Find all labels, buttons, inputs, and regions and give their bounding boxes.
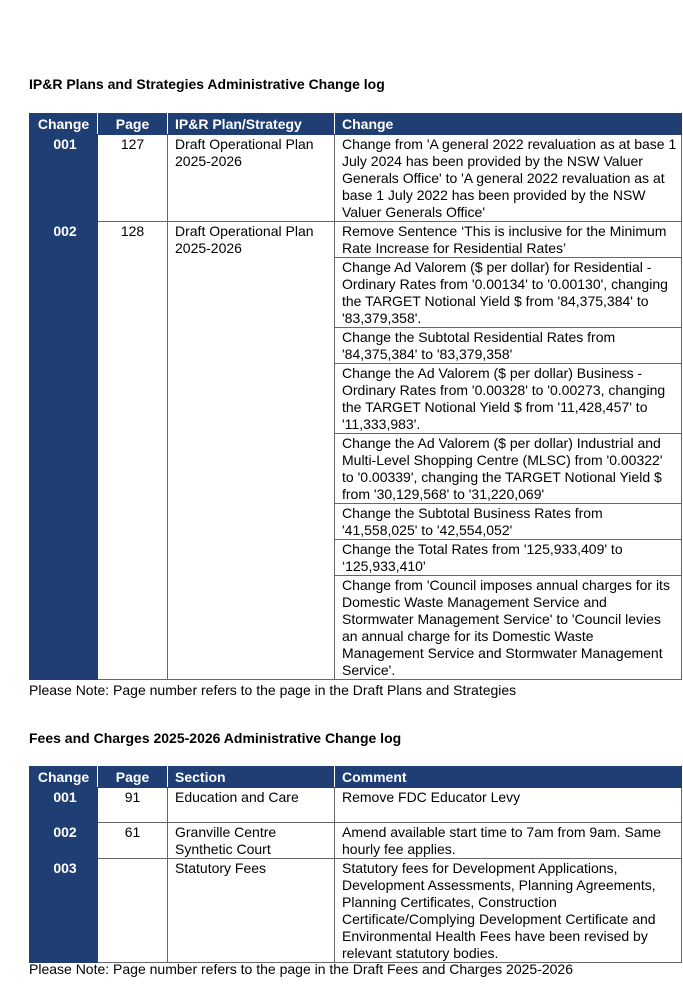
change-id: 002 bbox=[30, 823, 98, 859]
page-number bbox=[98, 859, 168, 963]
comment: Statutory fees for Development Applications, Development Assessments, Planning Agreements, Planning Certificates, Construction Certificate/Complying Development Certificate and Environmental Health Fees have been revised by relevant statutory bodies. bbox=[335, 859, 682, 963]
fees-header-row bbox=[30, 767, 682, 788]
plan-name: Draft Operational Plan 2025-2026 bbox=[168, 135, 335, 222]
page-number: 127 bbox=[98, 135, 168, 222]
change-description: Change the Ad Valorem ($ per dollar) Business - Ordinary Rates from '0.00328' to '0.00273, changing the TARGET Notional Yield $ from '11,428,457' to '11,333,983'. bbox=[335, 364, 682, 434]
change-id: 001 bbox=[30, 788, 98, 823]
table-row bbox=[30, 135, 682, 222]
fees-heading: Fees and Charges 2025-2026 Administrative Change log bbox=[29, 730, 402, 746]
table-row bbox=[30, 788, 682, 823]
change-description: Change from 'A general 2022 revaluation as at base 1 July 2024 has been provided by the NSW Valuer Generals Office' to 'A general 2022 revaluation as at base 1 July 2022 has been provided by the NSW Valuer Generals Office' bbox=[335, 135, 682, 222]
change-description: Change the Ad Valorem ($ per dollar) Industrial and Multi-Level Shopping Centre (MLSC) from '0.00322' to '0.00339', changing the TARGET Notional Yield $ from '30,129,568' to '31,220,069' bbox=[335, 434, 682, 504]
change-id: 001 bbox=[30, 135, 98, 222]
col-plan-strategy: IP&R Plan/Strategy bbox=[168, 114, 335, 135]
section-name: Statutory Fees bbox=[168, 859, 335, 963]
page-number: 91 bbox=[98, 788, 168, 823]
plan-name: Draft Operational Plan 2025-2026 bbox=[168, 222, 335, 680]
col-change: Change bbox=[30, 767, 98, 788]
col-page: Page bbox=[98, 114, 168, 135]
change-id: 003 bbox=[30, 859, 98, 963]
section-name: Education and Care bbox=[168, 788, 335, 823]
ipr-page-note: Please Note: Page number refers to the page in the Draft Plans and Strategies bbox=[29, 682, 517, 698]
comment: Remove FDC Educator Levy bbox=[335, 788, 682, 823]
ipr-change-table bbox=[29, 113, 682, 680]
table-row bbox=[30, 823, 682, 859]
fees-page-note: Please Note: Page number refers to the page in the Draft Fees and Charges 2025-2026 bbox=[29, 961, 574, 977]
change-description: Change the Subtotal Residential Rates from '84,375,384' to '83,379,358' bbox=[335, 328, 682, 364]
col-page: Page bbox=[98, 767, 168, 788]
change-description: Change the Subtotal Business Rates from '41,558,025' to '42,554,052' bbox=[335, 504, 682, 540]
change-description: Change Ad Valorem ($ per dollar) for Residential - Ordinary Rates from '0.00134' to '0.00130', changing the TARGET Notional Yield $ from '84,375,384' to '83,379,358'. bbox=[335, 258, 682, 328]
section-name: Granville Centre Synthetic Court bbox=[168, 823, 335, 859]
col-comment: Comment bbox=[335, 767, 682, 788]
col-change-description: Change bbox=[335, 114, 682, 135]
table-row bbox=[30, 859, 682, 963]
col-section: Section bbox=[168, 767, 335, 788]
table-row bbox=[30, 222, 682, 258]
page-number: 128 bbox=[98, 222, 168, 680]
ipr-heading: IP&R Plans and Strategies Administrative Change log bbox=[29, 76, 385, 92]
change-description: Change the Total Rates from '125,933,409' to ‘125,933,410' bbox=[335, 540, 682, 576]
change-description: Change from 'Council imposes annual charges for its Domestic Waste Management Service and Stormwater Management Service' to 'Council levies an annual charge for its Domestic Waste Management Service and Stormwater Management Service'. bbox=[335, 576, 682, 680]
comment: Amend available start time to 7am from 9am. Same hourly fee applies. bbox=[335, 823, 682, 859]
change-id: 002 bbox=[30, 222, 98, 680]
change-description: Remove Sentence ‘This is inclusive for the Minimum Rate Increase for Residential Rates’ bbox=[335, 222, 682, 258]
ipr-header-row bbox=[30, 114, 682, 135]
page-number: 61 bbox=[98, 823, 168, 859]
fees-change-table bbox=[29, 766, 682, 963]
col-change: Change bbox=[30, 114, 98, 135]
